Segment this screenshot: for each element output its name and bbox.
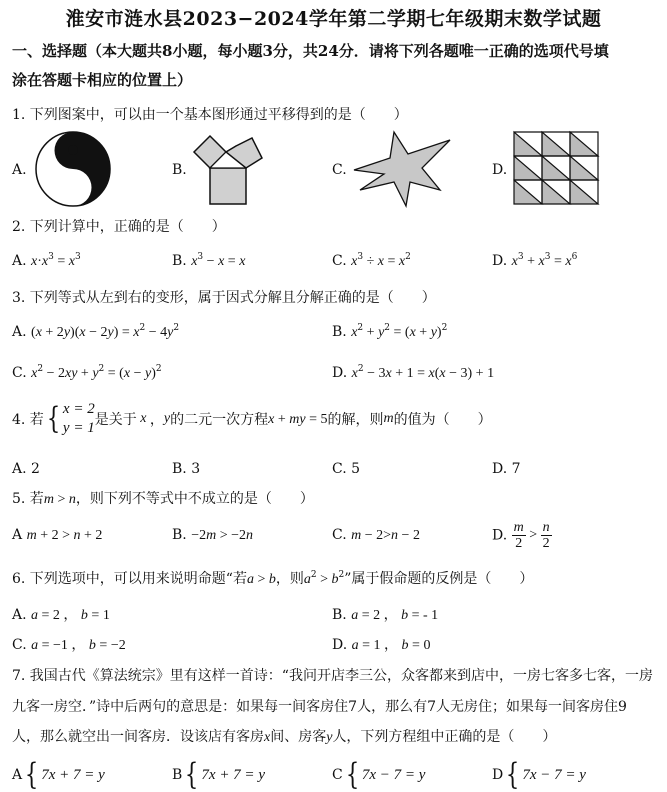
q3-option-a: A. $(x + 2y)(x - 2y) = x^2 - 4y^2$ bbox=[12, 323, 180, 340]
q1-option-b-label: B. bbox=[172, 162, 187, 178]
q5-option-d-label: D. bbox=[492, 527, 508, 544]
q6-stem: 6. 下列选项中，可以用来说明命题“若a > b，则$a^2 > b^2$”属于假命题的反例是（ ） bbox=[12, 570, 534, 587]
q6-option-c: C. a = −1 ， b = −2 bbox=[12, 637, 126, 653]
q4-option-b: B. 3 bbox=[172, 461, 201, 477]
q3-option-d: D. $x^2 - 3x + 1 = x(x - 3) + 1$ bbox=[332, 364, 495, 381]
q6-option-b-label: B. bbox=[332, 607, 347, 623]
q5-stem: 5. 若m > n，则下列不等式中不成立的是（ ） bbox=[12, 491, 314, 507]
q2-option-c: C. $x^3 \div x = x^2$ bbox=[332, 252, 411, 269]
q7-line2: 九客一房空．”诗中后两句的意思是：如果每一间客房住7人，那么有7人无房住；如果每一间客房住9 bbox=[12, 699, 627, 715]
q2-option-d: D. $x^3 + x^3 = x^6$ bbox=[492, 252, 578, 269]
q6-option-a: A. a = 2 ， b = 1 bbox=[12, 607, 110, 623]
q7-line1: 7. 我国古代《算法统宗》里有这样一首诗：“我问开店李三公，众客都来到店中，一房七客多七客，一房 bbox=[12, 668, 653, 684]
q4-option-a: A. 2 bbox=[12, 461, 40, 477]
q4-prefix: 4. 若 bbox=[12, 412, 44, 428]
q7-option-b-label: B bbox=[172, 767, 183, 783]
q5-option-d: D. $\frac{m}{2}$ > $\frac{n}{2}$ bbox=[492, 520, 550, 551]
q1-option-d-label: D. bbox=[492, 162, 508, 178]
star-burst-icon bbox=[352, 128, 454, 208]
q2-option-c-label: C. bbox=[332, 253, 347, 269]
q7-line3c: 人，下列方程组中正确的是（ ） bbox=[332, 729, 557, 745]
q4-stem: 4. 若{ x = 2 y = 1是关于 x ，y的二元一次方程x + my = 5的解，则m的值为（ ） bbox=[12, 401, 492, 436]
q3-option-b-label: B. bbox=[332, 324, 347, 340]
q4-option-c: C. 5 bbox=[332, 461, 361, 477]
q4-mid2: 的二元一次方程 bbox=[170, 412, 269, 428]
q5-option-b-label: B. bbox=[172, 527, 187, 543]
section-heading-line1: 一、选择题（本大题共8小题，每小题3分，共24分．请将下列各题唯一正确的选项代号填 bbox=[12, 42, 609, 60]
q7-option-c-label: C bbox=[332, 767, 343, 783]
q7-option-b: B{ 7x + 7 = y bbox=[172, 757, 265, 792]
yin-yang-icon bbox=[34, 130, 112, 208]
q4-option-d: D. 7 bbox=[492, 461, 521, 477]
q3-option-b: B. $x^2 + y^2 = (x + y)^2$ bbox=[332, 323, 448, 340]
q6-option-b: B. a = 2 ， b = - 1 bbox=[332, 607, 439, 623]
page-title: 淮安市涟水县2023−2024学年第二学期七年级期末数学试题 bbox=[65, 8, 602, 30]
section-heading-line2: 涂在答题卡相应的位置上） bbox=[12, 71, 193, 89]
q7-option-c: C{ 7x − 7 = y bbox=[332, 757, 426, 792]
q7-option-d-label: D bbox=[492, 767, 504, 783]
q5-suffix: ，则下列不等式中不成立的是（ ） bbox=[75, 491, 314, 507]
q3-option-a-label: A. bbox=[12, 324, 27, 340]
q7-option-a-label: A bbox=[12, 767, 23, 783]
q6-option-c-label: C. bbox=[12, 637, 27, 653]
triangle-grid-icon bbox=[510, 128, 606, 208]
q6-suffix: ”属于假命题的反例是（ ） bbox=[344, 571, 534, 587]
q5-prefix: 5. 若 bbox=[12, 491, 44, 507]
q2-option-d-label: D. bbox=[492, 253, 508, 269]
q3-stem: 3. 下列等式从左到右的变形，属于因式分解且分解正确的是（ ） bbox=[12, 290, 436, 306]
q7-line3a: 人，那么就空出一间客房．设该店有客房 bbox=[12, 729, 264, 745]
q7-line3b: 间、房客 bbox=[270, 729, 327, 745]
q7-option-d: D{ 7x − 7 = y bbox=[492, 757, 586, 792]
q2-option-b-label: B. bbox=[172, 253, 187, 269]
q6-option-d: D. a = 1 ， b = 0 bbox=[332, 637, 431, 653]
q3-option-c: C. $x^2 - 2xy + y^2 = (x - y)^2$ bbox=[12, 364, 162, 381]
q7-line3: 人，那么就空出一间客房．设该店有客房x间、房客y人，下列方程组中正确的是（ ） bbox=[12, 729, 557, 745]
q7-option-a: A{ 7x + 7 = y bbox=[12, 757, 105, 792]
q6-option-a-label: A. bbox=[12, 607, 27, 623]
q1-option-a-label: A. bbox=[12, 162, 27, 178]
q5-option-a: A m + 2 > n + 2 bbox=[12, 527, 103, 543]
q6-option-d-label: D. bbox=[332, 637, 348, 653]
q1-stem: 1. 下列图案中，可以由一个基本图形通过平移得到的是（ ） bbox=[12, 107, 408, 123]
q3-option-c-label: C. bbox=[12, 365, 27, 381]
q5-option-c: C. m − 2>n − 2 bbox=[332, 527, 420, 543]
q2-option-a-label: A. bbox=[12, 253, 27, 269]
q4-mid3: 的解，则 bbox=[327, 412, 384, 428]
pythagoras-squares-icon bbox=[190, 128, 270, 208]
q2-option-a: A. $x\cdot x^3 = x^3$ bbox=[12, 252, 81, 269]
q4-mid1: 是关于 bbox=[94, 412, 137, 428]
q6-mid: ，则 bbox=[275, 571, 304, 587]
q6-prefix: 6. 下列选项中，可以用来说明命题“若 bbox=[12, 571, 247, 587]
q5-option-a-label: A bbox=[12, 527, 23, 543]
q1-option-c-label: C. bbox=[332, 162, 347, 178]
q5-option-b: B. −2m > −2n bbox=[172, 527, 254, 543]
q5-option-c-label: C. bbox=[332, 527, 347, 543]
q4-suffix: 的值为（ ） bbox=[393, 412, 492, 428]
q3-option-d-label: D. bbox=[332, 365, 348, 381]
q2-stem: 2. 下列计算中，正确的是（ ） bbox=[12, 219, 226, 235]
q2-option-b: B. $x^3 - x = x$ bbox=[172, 252, 246, 269]
